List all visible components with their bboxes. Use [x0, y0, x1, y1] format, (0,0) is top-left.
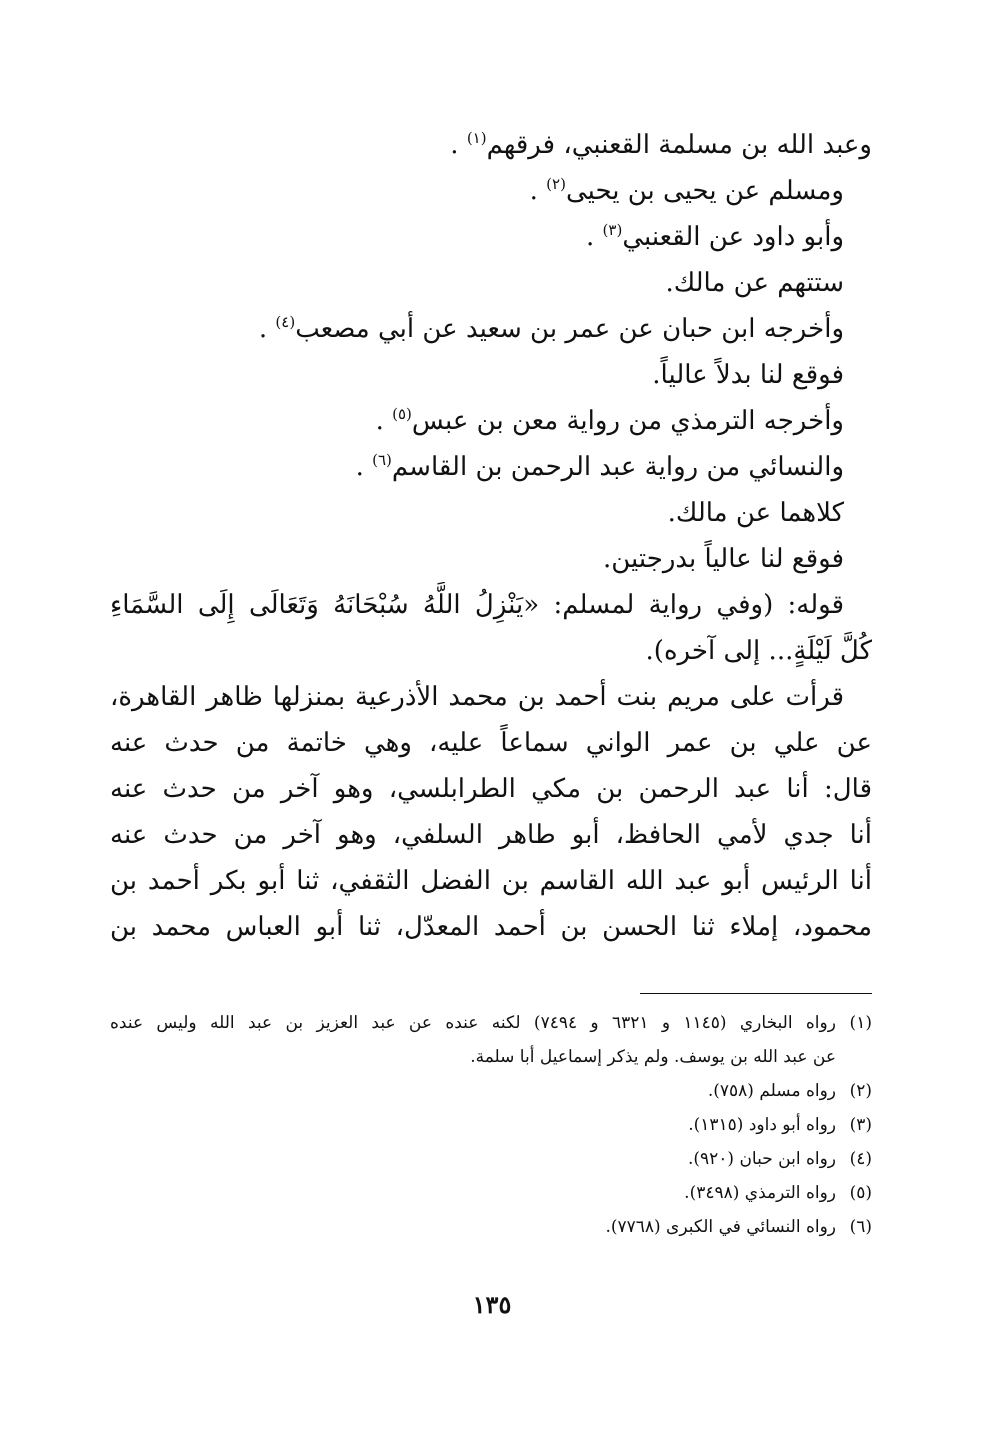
footnote-number: (١) — [849, 1013, 872, 1033]
text-line: والنسائي من رواية عبد الرحمن بن القاسم$^{(٦)}$ . — [355, 451, 844, 482]
footnote-number: (٢) — [849, 1081, 872, 1101]
text-line: أنا الرئيس أبو عبد الله القاسم بن الفضل الثقفي، ثنا أبو بكر أحمد بن — [110, 866, 872, 896]
text-line: قوله: (وفي رواية لمسلم: «يَنْزِلُ اللَّهُ سُبْحَانَهُ وَتَعَالَى إِلَى السَّمَاءِ — [110, 590, 844, 620]
footnote-ref: (٣) — [602, 221, 623, 239]
text-line: محمود، إملاء ثنا الحسن بن أحمد المعدّل، ثنا أبو العباس محمد بن — [110, 912, 872, 942]
footnote-number: (٥) — [849, 1183, 872, 1203]
text-line: وأخرجه ابن حبان عن عمر بن سعيد عن أبي مصعب$^{(٤)}$ . — [258, 313, 844, 344]
text-line: وأخرجه الترمذي من رواية معن بن عبس$^{(٥)}$ . — [375, 405, 844, 436]
text-line: فوقع لنا بدلاً عالياً. — [652, 360, 844, 390]
text-line: فوقع لنا عالياً بدرجتين. — [603, 544, 844, 574]
footnote-ref: (١) — [466, 129, 487, 147]
page-number: ١٣٥ — [472, 1290, 512, 1319]
text-line: ومسلم عن يحيى بن يحيى$^{(٢)}$ . — [529, 175, 844, 206]
footnote-ref: (٦) — [372, 451, 392, 469]
footnote-ref: (٥) — [392, 405, 412, 423]
text-line: عن علي بن عمر الواني سماعاً عليه، وهي خاتمة من حدث عنه — [110, 728, 872, 758]
footnote-continuation: عن عبد الله بن يوسف. ولم يذكر إسماعيل أبا سلمة. — [470, 1047, 836, 1067]
footnote: (٣)رواه أبو داود (١٣١٥). — [110, 1108, 872, 1142]
footnote-ref: (٤) — [275, 313, 296, 331]
text-line: قرأت على مريم بنت أحمد بن محمد الأذرعية بمنزلها ظاهر القاهرة، — [110, 682, 844, 712]
text-line: وعبد الله بن مسلمة القعنبي، فرقهم$^{(١)}$ . — [450, 129, 872, 160]
text-line: ستتهم عن مالك. — [665, 268, 844, 298]
text-line: كُلَّ لَيْلَةٍ... إلى آخره). — [645, 636, 872, 666]
text-line: وأبو داود عن القعنبي$^{(٣)}$ . — [586, 221, 844, 252]
footnote-divider — [640, 993, 872, 994]
main-text — [110, 122, 872, 950]
footnote-ref: (٢) — [546, 175, 566, 193]
text-line: أنا جدي لأمي الحافظ، أبو طاهر السلفي، وهو آخر من حدث عنه — [110, 820, 872, 850]
footnote: (٤)رواه ابن حبان (٩٢٠). — [110, 1142, 872, 1176]
footnote: (٢)رواه مسلم (٧٥٨). — [110, 1074, 872, 1108]
footnote: (٦)رواه النسائي في الكبرى (٧٧٦٨). — [110, 1210, 872, 1244]
text-line: قال: أنا عبد الرحمن بن مكي الطرابلسي، وهو آخر من حدث عنه — [110, 774, 872, 804]
footnote-number: (٦) — [849, 1217, 872, 1237]
footnote-number: (٤) — [849, 1149, 872, 1169]
text-line: كلاهما عن مالك. — [667, 498, 844, 528]
footnotes — [110, 1006, 872, 1244]
footnote-number: (٣) — [849, 1115, 872, 1135]
footnote: (١)رواه البخاري (١١٤٥ و ٦٣٢١ و ٧٤٩٤) لكنه عنده عن عبد العزيز بن عبد الله وليس عنده — [110, 1006, 872, 1040]
footnote: (٥)رواه الترمذي (٣٤٩٨). — [110, 1176, 872, 1210]
